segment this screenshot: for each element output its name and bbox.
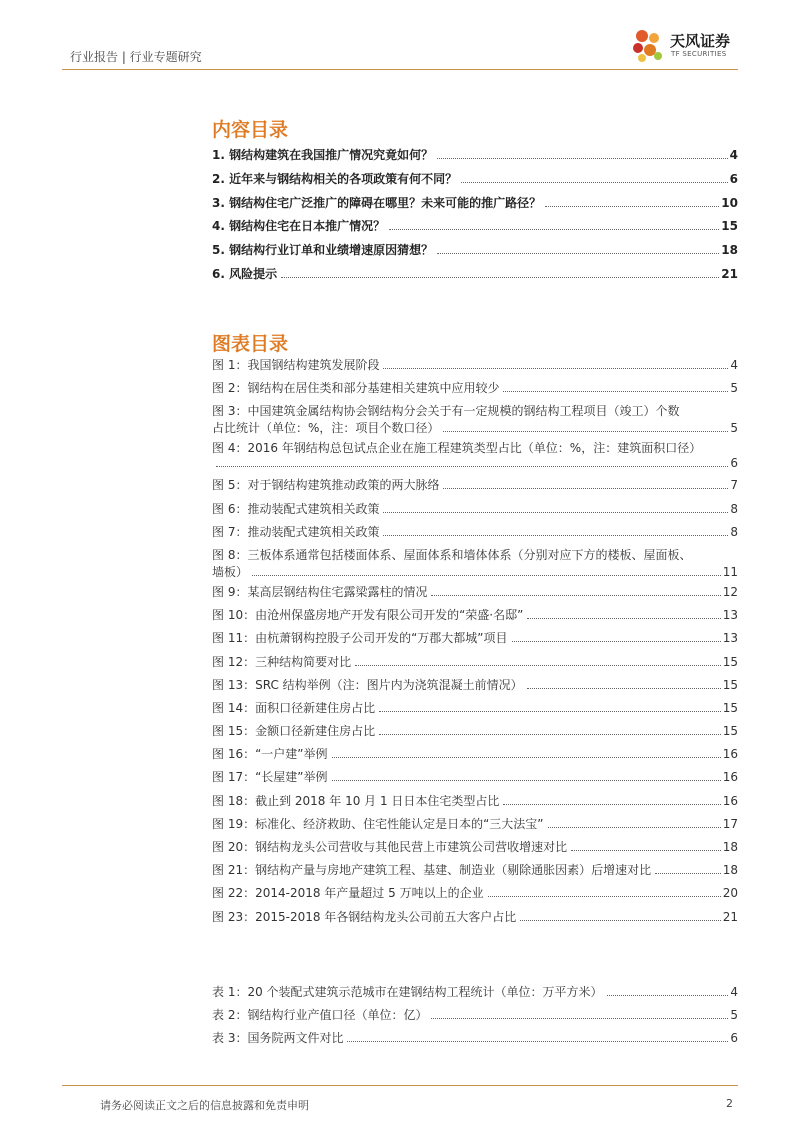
figures-list [212, 356, 738, 931]
toc-title: 内容目录 [212, 119, 289, 141]
figure-item[interactable]: 图 21：钢结构产量与房地产建筑工程、基建、制造业（剔除通胀因素）后增速对比 18 [212, 863, 738, 878]
footer-disclaimer: 请务必阅读正文之后的信息披露和免责申明 [100, 1099, 309, 1112]
figure-item[interactable]: 图 4：2016 年钢结构总包试点企业在施工程建筑类型占比（单位：%，注：建筑面积口径） 6 [212, 441, 738, 471]
figure-item[interactable]: 图 18：截止到 2018 年 10 月 1 日日本住宅类型占比 16 [212, 793, 738, 808]
logo-text: 天风证券 [670, 32, 731, 50]
figure-item[interactable]: 图 16：“一户建”举例 16 [212, 747, 738, 762]
table-item[interactable]: 表 1：20 个装配式建筑示范城市在建钢结构工程统计（单位：万平方米） 4 [212, 985, 738, 999]
toc-item[interactable]: 3. 钢结构住宅广泛推广的障碍在哪里？未来可能的推广路径？ 10 [212, 195, 738, 210]
table-item[interactable]: 表 3：国务院两文件对比 6 [212, 1031, 738, 1046]
toc-item[interactable]: 5. 钢结构行业订单和业绩增速原因猜想？ 18 [212, 243, 738, 258]
table-item[interactable]: 表 2：钢结构行业产值口径（单位：亿） 5 [212, 1008, 738, 1023]
figure-item[interactable]: 图 2：钢结构在居住类和部分基建相关建筑中应用较少 5 [212, 381, 738, 396]
figure-item[interactable]: 图 11：由杭萧钢构控股子公司开发的“万郡大都城”项目 13 [212, 631, 738, 646]
header-divider [62, 69, 738, 70]
figure-item[interactable]: 图 23：2015-2018 年各钢结构龙头公司前五大客户占比 21 [212, 909, 738, 924]
figure-item[interactable]: 图 14：面积口径新建住房占比 15 [212, 700, 738, 715]
toc-item[interactable]: 1. 钢结构建筑在我国推广情况究竟如何？ 4 [212, 148, 738, 162]
footer-divider [62, 1085, 738, 1086]
header-title: 行业报告 | 行业专题研究 [70, 50, 202, 64]
toc-list [212, 146, 738, 289]
figure-item[interactable]: 图 5：对于钢结构建筑推动政策的两大脉络 7 [212, 478, 738, 493]
figure-item[interactable]: 图 13：SRC 结构举例（注：图片内为浇筑混凝土前情况） 15 [212, 677, 738, 692]
logo-subtext: TF SECURITIES [671, 50, 727, 58]
company-logo [628, 26, 743, 66]
tables-list [212, 983, 738, 1053]
figure-item[interactable]: 图 10：由沧州保盛房地产开发有限公司开发的“荣盛·名邸” 13 [212, 608, 738, 623]
figure-item[interactable]: 图 6：推动装配式建筑相关政策 8 [212, 501, 738, 516]
figure-item[interactable]: 图 19：标准化、经济救助、住宅性能认定是日本的“三大法宝” 17 [212, 816, 738, 831]
figure-item[interactable]: 图 1：我国钢结构建筑发展阶段 4 [212, 358, 738, 372]
toc-item[interactable]: 4. 钢结构住宅在日本推广情况？ 15 [212, 219, 738, 234]
figures-title: 图表目录 [212, 333, 289, 355]
figure-item[interactable]: 图 20：钢结构龙头公司营收与其他民营上市建筑公司营收增速对比 18 [212, 840, 738, 854]
figure-item[interactable]: 图 17：“长屋建”举例 16 [212, 770, 738, 785]
figure-item[interactable]: 图 9：某高层钢结构住宅露梁露柱的情况 12 [212, 584, 738, 599]
figure-item[interactable]: 图 12：三种结构简要对比 15 [212, 654, 738, 669]
logo-flower-icon [628, 26, 668, 66]
figure-item[interactable]: 图 8：三板体系通常包括楼面体系、屋面体系和墙体体系（分别对应下方的楼板、屋面板、 墙板） 11 [212, 547, 738, 579]
page-number: 2 [726, 1097, 733, 1110]
figure-item[interactable]: 图 15：金额口径新建住房占比 15 [212, 724, 738, 739]
toc-item[interactable]: 2. 近年来与钢结构相关的各项政策有何不同？ 6 [212, 171, 738, 186]
figure-item[interactable]: 图 3：中国建筑金属结构协会钢结构分会关于有一定规模的钢结构工程项目（竣工）个数 占比统计（单位：%，注：项目个数口径） 5 [212, 404, 738, 436]
toc-item[interactable]: 6. 风险提示 21 [212, 266, 738, 281]
figure-item[interactable]: 图 7：推动装配式建筑相关政策 8 [212, 524, 738, 539]
figure-item[interactable]: 图 22：2014-2018 年产量超过 5 万吨以上的企业 20 [212, 886, 738, 901]
